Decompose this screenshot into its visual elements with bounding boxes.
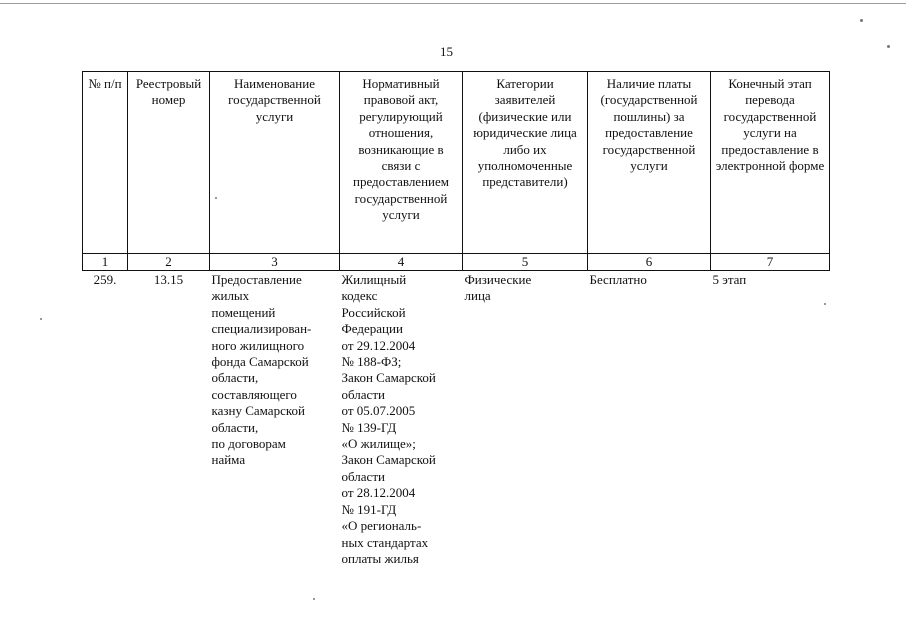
row-number: 259. xyxy=(93,272,117,287)
header-fee: Наличие платы (государственной пошлины) за предоставление государственной услуги xyxy=(588,72,711,254)
final-stage: 5 этап xyxy=(712,272,747,287)
service-name-line: по договорам xyxy=(211,436,286,452)
header-service-name: Наименование государственной услуги xyxy=(210,72,340,254)
service-name-line: области, xyxy=(211,370,259,386)
legal-act-line: Закон Самарской xyxy=(341,452,436,468)
header-num: № п/п xyxy=(83,72,128,254)
service-name-line: Предоставление xyxy=(211,272,302,287)
service-name-line: составляющего xyxy=(211,386,297,402)
column-numbers-row xyxy=(83,254,830,271)
column-number: 5 xyxy=(463,254,588,271)
column-number: 1 xyxy=(83,254,128,271)
legal-act-line: ных стандартах xyxy=(341,534,429,550)
header-legal-act: Нормативный правовой акт, регулирующий отношения, возникающие в связи с предоставлением государственной услуги xyxy=(340,72,463,254)
service-name-line: найма xyxy=(211,452,246,468)
service-name-line: фонда Самарской xyxy=(211,354,309,370)
legal-act-line: «О жилище»; xyxy=(341,436,416,452)
legal-act-line: от 29.12.2004 xyxy=(341,337,416,353)
column-number: 7 xyxy=(711,254,830,271)
legal-act xyxy=(340,271,463,568)
applicant-category xyxy=(463,271,588,568)
legal-act-line: области xyxy=(341,386,385,402)
legal-act-line: «О региональ- xyxy=(341,518,422,534)
scan-speck xyxy=(215,197,217,199)
header-final-stage: Конечный этап перевода государственной услуги на предоставление в электронной форме xyxy=(711,72,830,254)
service-name-line: казну Самарской xyxy=(211,403,305,419)
service-name-line: помещений xyxy=(211,304,276,320)
column-number: 3 xyxy=(210,254,340,271)
header-applicant-categories: Категории заявителей (физические или юридические лица либо их уполномоченные представители) xyxy=(463,72,588,254)
legal-act-line: Жилищный xyxy=(341,272,407,287)
header-row xyxy=(83,72,830,254)
legal-act-line: № 191-ГД xyxy=(341,501,397,517)
header-registry-number: Реестровый номер xyxy=(128,72,210,254)
scan-speck xyxy=(860,19,863,22)
scan-speck xyxy=(313,598,315,600)
registry-number: 13.15 xyxy=(153,272,184,287)
fee: Бесплатно xyxy=(589,272,647,287)
service-name-line: ного жилищного xyxy=(211,337,305,353)
legal-act-line: от 05.07.2005 xyxy=(341,403,416,419)
service-name xyxy=(210,271,340,568)
page-number: 15 xyxy=(440,44,453,59)
column-number: 6 xyxy=(588,254,711,271)
scan-speck xyxy=(887,45,890,48)
scan-speck xyxy=(824,303,826,305)
legal-act-line: № 139-ГД xyxy=(341,419,397,435)
service-name-line: жилых xyxy=(211,288,250,304)
column-number: 4 xyxy=(340,254,463,271)
legal-act-line: Федерации xyxy=(341,321,403,337)
legal-act-line: Закон Самарской xyxy=(341,370,436,386)
column-number: 2 xyxy=(128,254,210,271)
table-row xyxy=(83,271,830,568)
legal-act-line: области xyxy=(341,468,385,484)
legal-act-line: Российской xyxy=(341,304,406,320)
applicant-category-line: лица xyxy=(464,288,491,304)
scan-speck xyxy=(40,318,42,320)
legal-act-line: кодекс xyxy=(341,288,378,304)
service-name-line: специализирован- xyxy=(211,321,312,337)
scan-edge-line xyxy=(0,3,906,4)
legal-act-line: № 188-ФЗ; xyxy=(341,354,402,370)
services-table xyxy=(82,71,830,567)
legal-act-line: оплаты жилья xyxy=(341,550,419,566)
legal-act-line: от 28.12.2004 xyxy=(341,485,416,501)
service-name-line: области, xyxy=(211,419,259,435)
applicant-category-line: Физические xyxy=(464,272,532,287)
